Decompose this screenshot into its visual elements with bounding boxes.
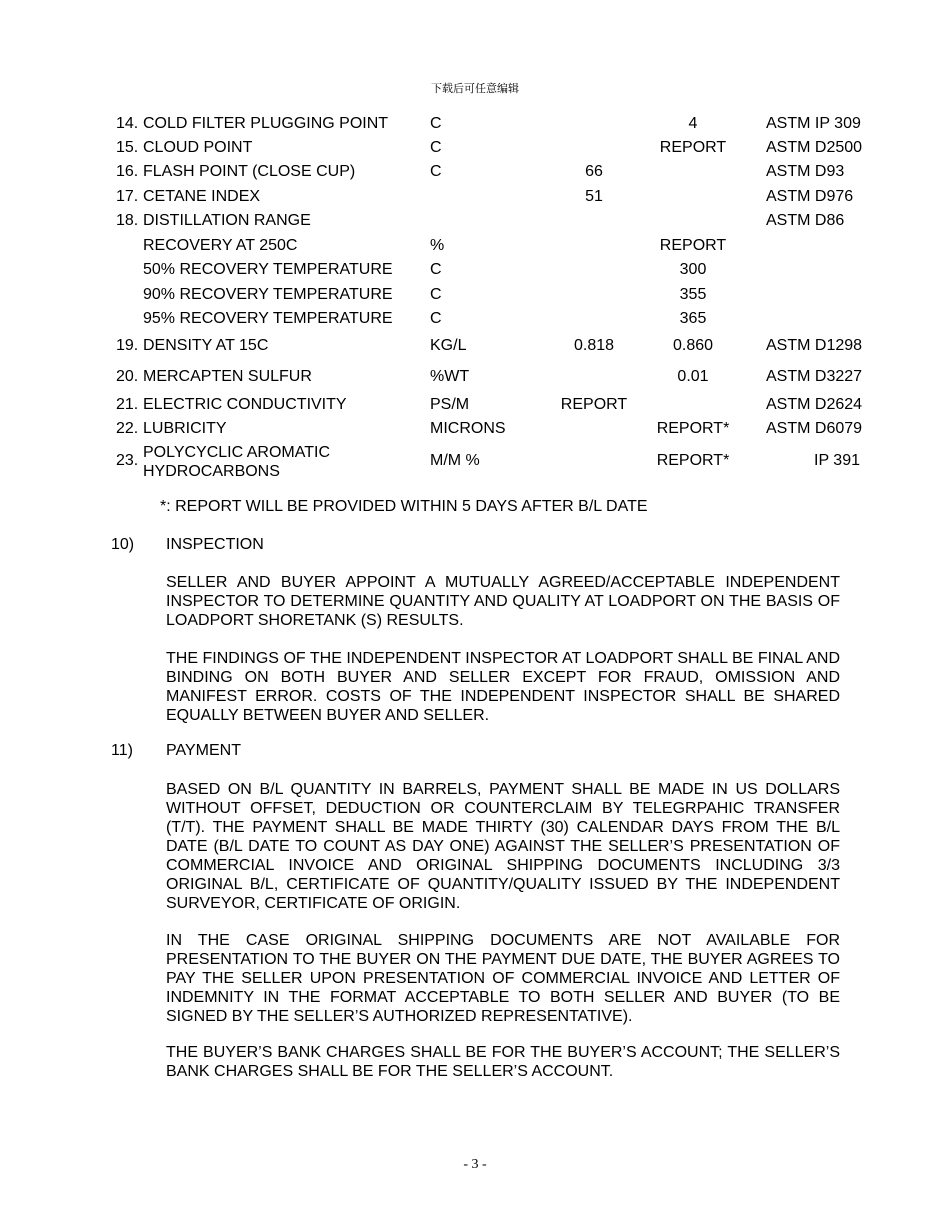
section-title: INSPECTION	[166, 536, 264, 553]
spec-desc: CETANE INDEX	[143, 188, 261, 205]
spec-method: ASTM D86	[766, 212, 845, 229]
spec-unit: C	[430, 115, 442, 132]
spec-max: 0.01	[677, 368, 709, 385]
spec-num: 22.	[116, 420, 139, 437]
spec-max: REPORT	[659, 139, 727, 156]
spec-method: ASTM D3227	[766, 368, 863, 385]
paragraph: IN THE CASE ORIGINAL SHIPPING DOCUMENTS ARE NOT AVAILABLE FOR PRESENTATION TO THE BUYER ON THE PAYMENT DUE DATE, THE BUYER AGREES TO PAY THE SELLER UPON PRESENTATION OF COMMERCIAL INVOICE AND LETTER OF INDEMNITY IN THE FORMAT ACCEPTABLE TO BOTH SELLER AND BUYER (TO BE SIGNED BY THE SELLER’S AUTHORIZED REPRESENTATIVE).	[166, 932, 840, 1025]
section-title: PAYMENT	[166, 742, 241, 759]
section-number: 10)	[111, 536, 135, 553]
page-header: 下载后可任意编辑	[431, 82, 519, 95]
spec-max: 300	[679, 261, 707, 278]
spec-max: REPORT*	[656, 420, 730, 437]
paragraph: BASED ON B/L QUANTITY IN BARRELS, PAYMENT SHALL BE MADE IN US DOLLARS WITHOUT OFFSET, DEDUCTION OR COUNTERCLAIM BY TELEGRPAHIC TRANSFER (T/T). THE PAYMENT SHALL BE MADE THIRTY (30) CALENDAR DAYS FROM THE B/L DATE (B/L DATE TO COUNT AS DAY ONE) AGAINST THE SELLER’S PRESENTATION OF COMMERCIAL INVOICE AND ORIGINAL SHIPPING DOCUMENTS INCLUDING 3/3 ORIGINAL B/L, CERTIFICATE OF QUANTITY/QUALITY ISSUED BY THE INDEPENDENT SURVEYOR, CERTIFICATE OF ORIGIN.	[166, 781, 840, 912]
spec-num: 17.	[116, 188, 139, 205]
spec-desc: CLOUD POINT	[143, 139, 253, 156]
spec-num: 23.	[116, 452, 139, 469]
spec-min: 0.818	[573, 337, 615, 354]
spec-desc: COLD FILTER PLUGGING POINT	[143, 115, 389, 132]
spec-desc: POLYCYCLIC AROMATIC HYDROCARBONS	[143, 444, 330, 480]
spec-desc: FLASH POINT (CLOSE CUP)	[143, 163, 356, 180]
spec-desc: ELECTRIC CONDUCTIVITY	[143, 396, 347, 413]
spec-desc: MERCAPTEN SULFUR	[143, 368, 312, 385]
spec-method: ASTM IP 309	[766, 115, 861, 132]
spec-max: 365	[679, 310, 707, 327]
spec-method: IP 391	[814, 452, 860, 469]
spec-num: 15.	[116, 139, 139, 156]
section-number: 11)	[111, 742, 133, 759]
spec-num: 18.	[116, 212, 139, 229]
spec-desc: DISTILLATION RANGE	[143, 212, 311, 229]
footnote: *: REPORT WILL BE PROVIDED WITHIN 5 DAYS AFTER B/L DATE	[160, 498, 648, 515]
specification-table	[0, 0, 950, 490]
spec-desc: 50% RECOVERY TEMPERATURE	[143, 261, 393, 278]
spec-unit: C	[430, 261, 442, 278]
spec-method: ASTM D6079	[766, 420, 863, 437]
spec-desc: RECOVERY AT 250C	[143, 237, 298, 254]
spec-desc: 95% RECOVERY TEMPERATURE	[143, 310, 393, 327]
spec-num: 14.	[116, 115, 139, 132]
spec-desc: LUBRICITY	[143, 420, 227, 437]
spec-max: 0.860	[672, 337, 714, 354]
spec-method: ASTM D2500	[766, 139, 863, 156]
spec-unit: KG/L	[430, 337, 467, 354]
spec-unit: C	[430, 163, 442, 180]
spec-num: 21.	[116, 396, 139, 413]
spec-num: 19.	[116, 337, 139, 354]
spec-num: 20.	[116, 368, 139, 385]
spec-unit: PS/M	[430, 396, 470, 413]
paragraph: SELLER AND BUYER APPOINT A MUTUALLY AGREED/ACCEPTABLE INDEPENDENT INSPECTOR TO DETERMINE QUANTITY AND QUALITY AT LOADPORT ON THE BASIS OF LOADPORT SHORETANK (S) RESULTS.	[166, 574, 840, 629]
spec-unit: C	[430, 286, 442, 303]
spec-desc: 90% RECOVERY TEMPERATURE	[143, 286, 393, 303]
spec-max: 355	[679, 286, 707, 303]
spec-unit: %	[430, 237, 445, 254]
spec-max: REPORT*	[656, 452, 730, 469]
paragraph: THE BUYER’S BANK CHARGES SHALL BE FOR THE BUYER’S ACCOUNT; THE SELLER’S BANK CHARGES SHALL BE FOR THE SELLER’S ACCOUNT.	[166, 1044, 840, 1080]
spec-method: ASTM D2624	[766, 396, 863, 413]
spec-max: 4	[688, 115, 698, 132]
spec-min: REPORT	[560, 396, 628, 413]
spec-method: ASTM D93	[766, 163, 845, 180]
spec-min: 51	[585, 188, 603, 205]
spec-method: ASTM D1298	[766, 337, 863, 354]
spec-unit: C	[430, 310, 442, 327]
paragraph: THE FINDINGS OF THE INDEPENDENT INSPECTOR AT LOADPORT SHALL BE FINAL AND BINDING ON BOTH BUYER AND SELLER EXCEPT FOR FRAUD, OMISSION AND MANIFEST ERROR. COSTS OF THE INDEPENDENT INSPECTOR SHALL BE SHARED EQUALLY BETWEEN BUYER AND SELLER.	[166, 650, 840, 724]
spec-unit: C	[430, 139, 442, 156]
spec-unit: M/M %	[430, 452, 480, 469]
spec-min: 66	[585, 163, 603, 180]
spec-num: 16.	[116, 163, 139, 180]
page-number: - 3 -	[463, 1157, 487, 1172]
spec-unit: MICRONS	[430, 420, 506, 437]
spec-method: ASTM D976	[766, 188, 854, 205]
spec-max: REPORT	[659, 237, 727, 254]
spec-unit: %WT	[430, 368, 470, 385]
spec-desc: DENSITY AT 15C	[143, 337, 269, 354]
